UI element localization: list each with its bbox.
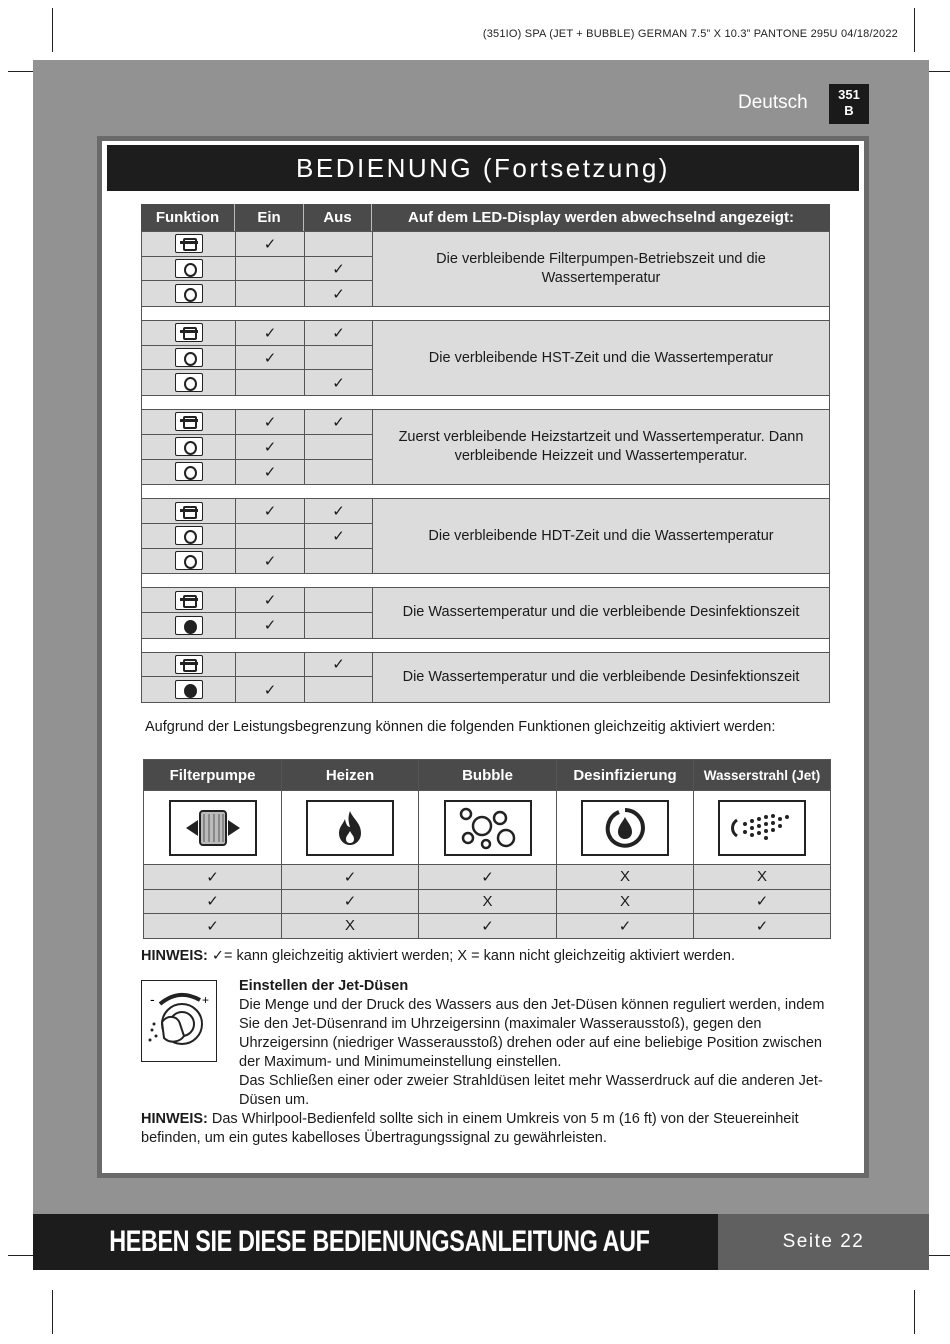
on-cell: ✓: [236, 613, 305, 638]
jet-nozzle-adjust-icon: [141, 980, 217, 1062]
display-description: Die Wassertemperatur und die verbleibende Desinfektionszeit: [372, 588, 829, 637]
table-cell: ✓: [144, 890, 282, 914]
off-cell: [305, 613, 373, 638]
table-header: [144, 760, 830, 790]
jet-section: [239, 977, 839, 1110]
off-cell: [305, 677, 373, 702]
table-group: [141, 231, 830, 307]
off-cell: [305, 549, 373, 574]
table-header: [141, 204, 830, 231]
table-group: [141, 409, 830, 485]
off-cell: ✓: [305, 281, 373, 306]
off-cell: [305, 435, 373, 459]
jet-heading: Einstellen der Jet-Düsen: [239, 978, 409, 994]
table-row: [142, 653, 373, 678]
off-cell: ✓: [305, 370, 373, 395]
filter-pump-icon: [169, 800, 257, 856]
table-row: [142, 613, 373, 638]
timer-start-icon: [175, 551, 203, 570]
header-bubble: Bubble: [419, 760, 557, 790]
off-cell: ✓: [305, 524, 373, 548]
off-cell: ✓: [305, 499, 373, 523]
crop-mark: [914, 8, 915, 52]
table-row: [142, 677, 373, 702]
print-header: (351IO) SPA (JET + BUBBLE) GERMAN 7.5” X 10.3” PANTONE 295U 04/18/2022: [482, 28, 898, 40]
display-description: Die verbleibende Filterpumpen-Betriebszeit und die Wassertemperatur: [372, 232, 829, 306]
on-cell: ✓: [236, 410, 305, 434]
led-display-table: [141, 204, 830, 703]
page-badge: [829, 84, 869, 124]
jet-paragraph-2: Das Schließen einer oder zweier Strahldüsen leitet mehr Wasserdruck auf die anderen Jet-Düsen um.: [239, 1073, 823, 1108]
table-row: [142, 410, 373, 435]
hinweis-label: HINWEIS:: [141, 948, 208, 964]
hinweis-text: ✓= kann gleichzeitig aktiviert werden; X = kann nicht gleichzeitig aktiviert werden.: [207, 948, 736, 964]
header-function: Funktion: [141, 204, 235, 231]
table-row: [142, 460, 373, 485]
filter-pump-icon: [175, 412, 203, 431]
jet-paragraph-1: Die Menge und der Druck des Wassers aus den Jet-Düsen können reguliert werden, indem Sie den Jet-Düsenrand im Uhrzeigersinn (maximaler Wasserausstoß), gegen den Uhrzeigersinn (niedriger Wasserausstoß) drehen oder auf eine beliebige Position zwischen der Maximum- und Minimumeinstellung einstellen.: [239, 997, 825, 1070]
table-row: [142, 499, 373, 524]
disinfection-icon: [581, 800, 669, 856]
table-cell: X: [419, 890, 557, 914]
off-cell: ✓: [305, 257, 373, 281]
on-cell: [236, 281, 305, 306]
timer-start-icon: [175, 373, 203, 392]
crop-mark: [52, 8, 53, 52]
table-row: [142, 549, 373, 574]
on-cell: ✓: [236, 321, 305, 345]
filter-pump-icon: [175, 234, 203, 253]
table-row: [144, 889, 830, 914]
table-row: [142, 232, 373, 257]
disinfection-icon: [175, 616, 203, 635]
table-cell: ✓: [144, 914, 282, 938]
off-cell: [305, 232, 373, 256]
table-cell: X: [557, 890, 694, 914]
filter-pump-icon: [175, 502, 203, 521]
table-row: [142, 321, 373, 346]
page-title: BEDIENUNG (Fortsetzung): [107, 145, 859, 191]
on-cell: [236, 653, 305, 677]
crop-mark: [914, 1290, 915, 1334]
off-cell: [305, 346, 373, 370]
flame-icon: [306, 800, 394, 856]
on-cell: ✓: [236, 677, 305, 702]
group-gap: [141, 485, 830, 498]
group-gap: [141, 396, 830, 409]
table-cell: ✓: [755, 917, 769, 935]
table-body: [141, 231, 830, 703]
display-description: Die Wassertemperatur und die verbleibende Desinfektionszeit: [372, 653, 829, 702]
on-cell: ✓: [236, 232, 305, 256]
jet-icon: [718, 800, 806, 856]
on-cell: [236, 524, 305, 548]
footer-left-text: HEBEN SIE DIESE BEDIENUNGSANLEITUNG AUF: [109, 1225, 650, 1258]
table-cell: X: [557, 865, 694, 889]
filter-pump-icon: [175, 323, 203, 342]
display-description: Zuerst verbleibende Heizstartzeit und Wassertemperatur. Dann verbleibende Heizzeit und Wassertemperatur.: [372, 410, 829, 484]
table-cell: ✓: [282, 865, 419, 889]
table-row: [142, 524, 373, 549]
icon-plus: +: [202, 993, 210, 1007]
on-cell: ✓: [236, 588, 305, 612]
table-cell: X: [756, 868, 767, 886]
hinweis-label: HINWEIS:: [141, 1111, 208, 1127]
header-on: Ein: [235, 204, 304, 231]
timer-heat-icon: [175, 259, 203, 278]
icon-minus: -: [150, 991, 155, 1007]
table-cell: X: [282, 914, 419, 938]
off-cell: [305, 460, 373, 485]
table-row: [144, 913, 830, 938]
display-description: Die verbleibende HDT-Zeit und die Wassertemperatur: [372, 499, 829, 573]
bubbles-icon: [444, 800, 532, 856]
on-cell: ✓: [236, 435, 305, 459]
timer-start-icon: [175, 462, 203, 481]
header-filterpumpe: Filterpumpe: [144, 760, 282, 790]
footer-page-number: Seite 22: [718, 1214, 929, 1270]
timer-heat-icon: [175, 437, 203, 456]
group-gap: [141, 307, 830, 320]
table-row: [142, 281, 373, 306]
header-off: Aus: [304, 204, 372, 231]
hinweis-text: Das Whirlpool-Bedienfeld sollte sich in einem Umkreis von 5 m (16 ft) von der Steuereinheit befinden, um ein gutes kabelloses Übertragungssignal zu gewährleisten.: [141, 1111, 799, 1146]
table-cell: ✓: [419, 914, 557, 938]
table-group: [141, 320, 830, 396]
table-row: [142, 346, 373, 371]
off-cell: ✓: [305, 653, 373, 677]
timer-start-icon: [175, 284, 203, 303]
crop-mark: [52, 1290, 53, 1334]
table-group: [141, 652, 830, 703]
on-cell: ✓: [236, 460, 305, 485]
icon-row: [144, 790, 830, 864]
display-description: Die verbleibende HST-Zeit und die Wassertemperatur: [372, 321, 829, 395]
off-cell: ✓: [305, 321, 373, 345]
table-row: [142, 435, 373, 460]
table-cell: ✓: [557, 914, 694, 938]
simultaneous-functions-table: [143, 759, 831, 939]
badge-letter: B: [844, 103, 854, 118]
on-cell: [236, 257, 305, 281]
on-cell: ✓: [236, 549, 305, 574]
timer-heat-icon: [175, 526, 203, 545]
power-note: Aufgrund der Leistungsbegrenzung können die folgenden Funktionen gleichzeitig aktiviert werden:: [145, 719, 776, 735]
on-cell: ✓: [236, 346, 305, 370]
off-cell: [305, 588, 373, 612]
badge-number: 351: [838, 87, 860, 102]
table-group: [141, 587, 830, 638]
header-display: Auf dem LED-Display werden abwechselnd angezeigt:: [408, 209, 794, 226]
hinweis-note-2: [141, 1110, 831, 1148]
off-cell: ✓: [305, 410, 373, 434]
table-group: [141, 498, 830, 574]
table-row: [142, 370, 373, 395]
group-gap: [141, 574, 830, 587]
on-cell: ✓: [236, 499, 305, 523]
language-label: Deutsch: [738, 92, 808, 113]
table-cell: ✓: [144, 865, 282, 889]
table-cell: ✓: [419, 865, 557, 889]
group-gap: [141, 639, 830, 652]
table-row: [142, 588, 373, 613]
header-jet: Wasserstrahl (Jet): [703, 767, 821, 783]
table-row: [142, 257, 373, 282]
header-desinfizierung: Desinfizierung: [557, 760, 694, 790]
footer-keep-manual: [33, 1214, 718, 1270]
filter-pump-icon: [175, 591, 203, 610]
table-cell: ✓: [755, 893, 769, 911]
header-heizen: Heizen: [282, 760, 419, 790]
table-row: [144, 864, 830, 889]
filter-pump-icon: [175, 655, 203, 674]
hinweis-note-1: [141, 947, 735, 966]
table-cell: ✓: [282, 890, 419, 914]
disinfection-icon: [175, 680, 203, 699]
timer-heat-icon: [175, 348, 203, 367]
table-body: [144, 864, 830, 938]
on-cell: [236, 370, 305, 395]
